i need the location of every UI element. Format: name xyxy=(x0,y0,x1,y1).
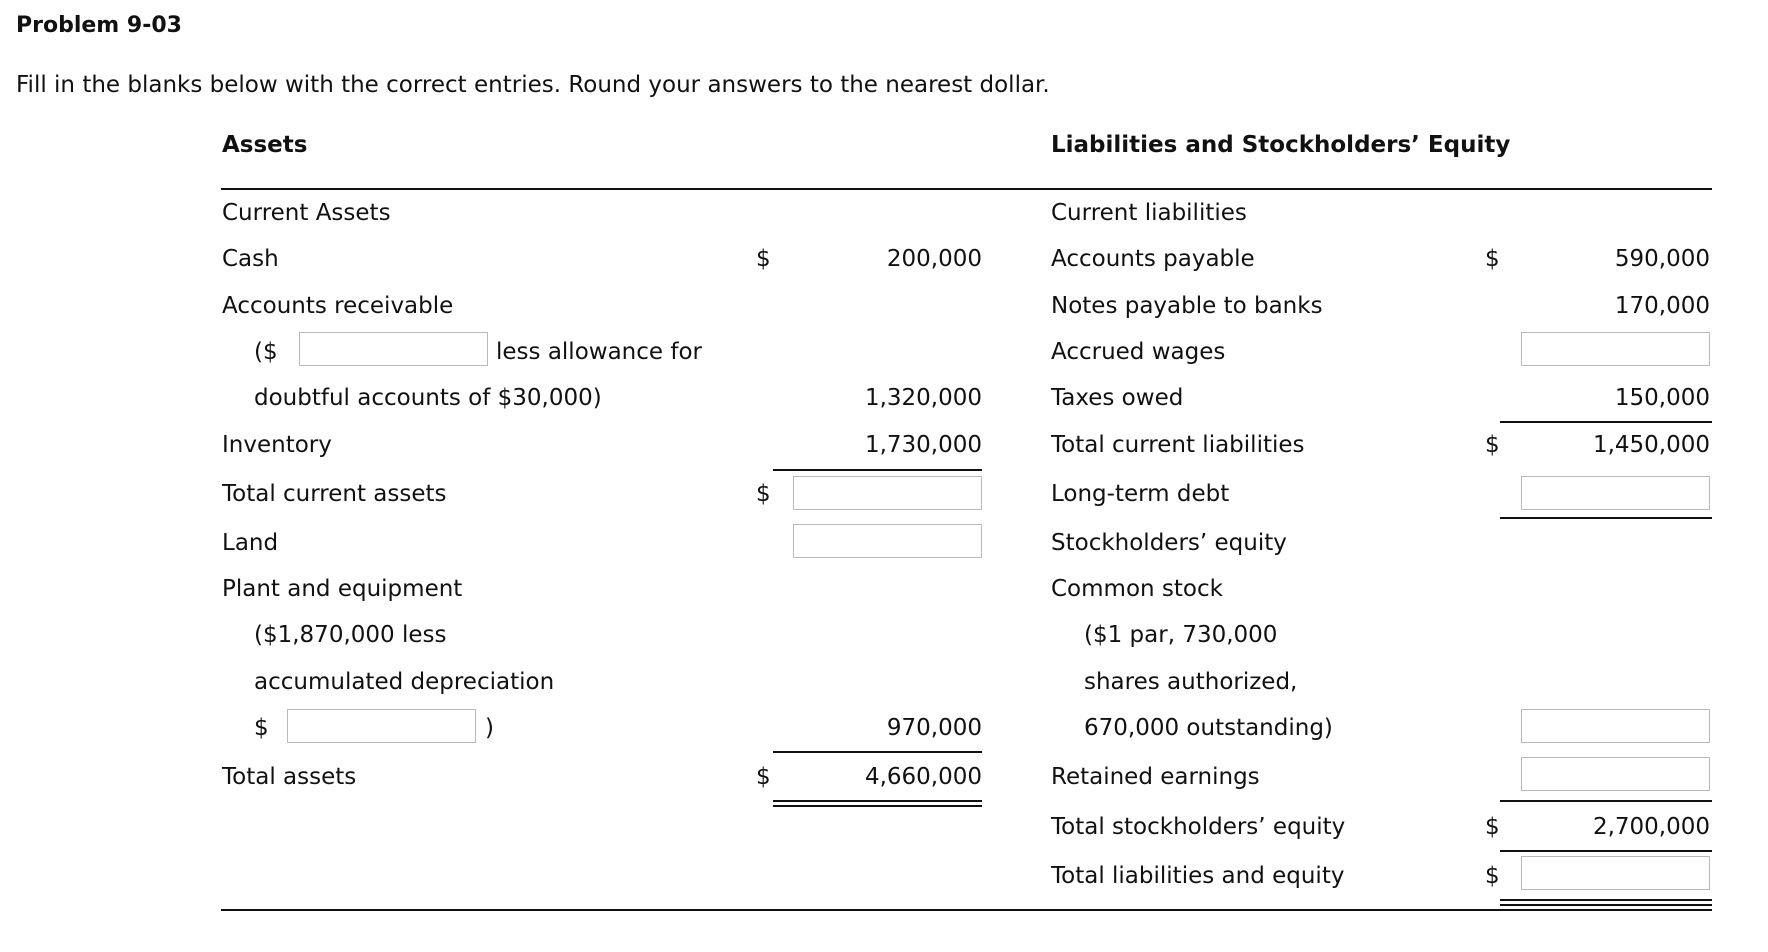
total-stockholders-equity-value: 2,700,000 xyxy=(1592,814,1710,840)
ar-prefix: ($ xyxy=(254,339,278,365)
total-stockholders-equity-dollar: $ xyxy=(1485,814,1500,840)
current-liabilities-label: Current liabilities xyxy=(1051,200,1247,226)
retained-earnings-input[interactable] xyxy=(1521,757,1710,791)
pe-net-value: 970,000 xyxy=(886,715,982,741)
ar-doubtful-text: doubtful accounts of $30,000) xyxy=(254,385,602,411)
accrued-wages-label: Accrued wages xyxy=(1051,339,1226,365)
common-stock-authorized-text: shares authorized, xyxy=(1084,669,1298,695)
total-assets-value: 4,660,000 xyxy=(864,764,982,790)
notes-payable-label: Notes payable to banks xyxy=(1051,293,1323,319)
assets-header: Assets xyxy=(222,132,308,158)
total-current-liabilities-label: Total current liabilities xyxy=(1051,432,1305,458)
page-title: Problem 9-03 xyxy=(16,13,182,38)
total-le-double-rule-1 xyxy=(1500,899,1712,901)
cash-label: Cash xyxy=(222,246,279,272)
total-current-liabilities-dollar: $ xyxy=(1485,432,1500,458)
inventory-value: 1,730,000 xyxy=(864,432,982,458)
long-term-debt-rule xyxy=(1500,517,1712,519)
current-assets-label: Current Assets xyxy=(222,200,391,226)
accounts-payable-value: 590,000 xyxy=(1614,246,1710,272)
land-label: Land xyxy=(222,530,279,556)
inventory-rule xyxy=(773,469,982,471)
cash-dollar-sign: $ xyxy=(756,246,771,272)
total-stockholders-equity-label: Total stockholders’ equity xyxy=(1051,814,1346,840)
total-le-double-rule-2 xyxy=(1500,904,1712,906)
total-current-assets-input[interactable] xyxy=(793,476,982,510)
pe-rule xyxy=(773,751,982,753)
pe-accum-input[interactable] xyxy=(287,709,476,743)
total-assets-label: Total assets xyxy=(222,764,357,790)
inventory-label: Inventory xyxy=(222,432,332,458)
instructions: Fill in the blanks below with the correct entries. Round your answers to the nearest dollar. xyxy=(16,72,1050,98)
retained-earnings-label: Retained earnings xyxy=(1051,764,1260,790)
stockholders-equity-label: Stockholders’ equity xyxy=(1051,530,1287,556)
long-term-debt-label: Long-term debt xyxy=(1051,481,1230,507)
accounts-payable-dollar: $ xyxy=(1485,246,1500,272)
total-current-liabilities-value: 1,450,000 xyxy=(1592,432,1710,458)
ar-allowance-text: less allowance for xyxy=(496,339,702,365)
pe-cost-text: ($1,870,000 less xyxy=(254,622,447,648)
ar-gross-input[interactable] xyxy=(299,332,488,366)
common-stock-input[interactable] xyxy=(1521,709,1710,743)
total-assets-double-rule-1 xyxy=(773,800,982,802)
accrued-wages-input[interactable] xyxy=(1521,332,1710,366)
taxes-rule xyxy=(1500,421,1712,423)
common-stock-par-text: ($1 par, 730,000 xyxy=(1084,622,1278,648)
total-se-rule xyxy=(1500,850,1712,852)
long-term-debt-input[interactable] xyxy=(1521,476,1710,510)
total-current-assets-label: Total current assets xyxy=(222,481,447,507)
pe-close-paren: ) xyxy=(485,715,494,741)
total-assets-dollar: $ xyxy=(756,764,771,790)
land-input[interactable] xyxy=(793,524,982,558)
notes-payable-value: 170,000 xyxy=(1614,293,1710,319)
table-bottom-rule xyxy=(221,909,1712,911)
taxes-owed-label: Taxes owed xyxy=(1051,385,1184,411)
plant-equipment-label: Plant and equipment xyxy=(222,576,463,602)
ar-net-value: 1,320,000 xyxy=(864,385,982,411)
total-current-assets-dollar: $ xyxy=(756,481,771,507)
common-stock-outstanding-text: 670,000 outstanding) xyxy=(1084,715,1333,741)
total-liabilities-equity-label: Total liabilities and equity xyxy=(1051,863,1345,889)
pe-accum-text: accumulated depreciation xyxy=(254,669,555,695)
accounts-receivable-label: Accounts receivable xyxy=(222,293,454,319)
taxes-owed-value: 150,000 xyxy=(1614,385,1710,411)
total-assets-double-rule-2 xyxy=(773,805,982,807)
cash-value: 200,000 xyxy=(886,246,982,272)
pe-accum-dollar: $ xyxy=(254,715,269,741)
liabilities-header: Liabilities and Stockholders’ Equity xyxy=(1051,132,1511,158)
retained-earnings-rule xyxy=(1500,800,1712,802)
total-liabilities-equity-input[interactable] xyxy=(1521,856,1710,890)
common-stock-label: Common stock xyxy=(1051,576,1223,602)
total-liabilities-equity-dollar: $ xyxy=(1485,863,1500,889)
header-rule xyxy=(221,188,1712,190)
accounts-payable-label: Accounts payable xyxy=(1051,246,1255,272)
